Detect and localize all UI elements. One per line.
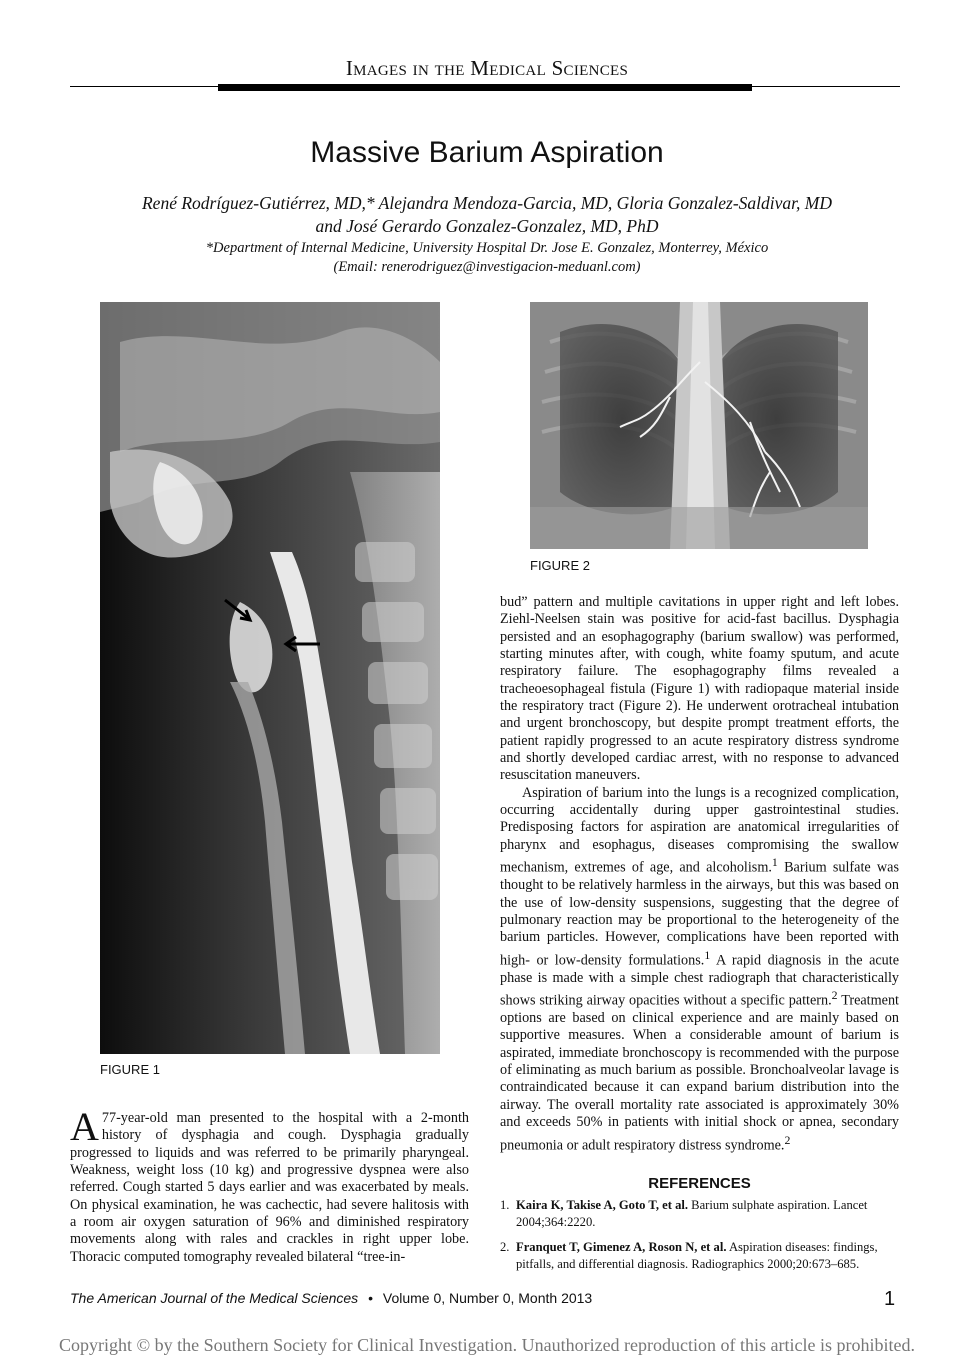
references-heading: REFERENCES: [648, 1175, 751, 1192]
citation-1b: 1: [704, 947, 711, 962]
citation-2: 2: [831, 988, 838, 1003]
case-description-left: [70, 1104, 469, 1266]
citation-2b: 2: [784, 1132, 791, 1147]
journal-name: The American Journal of the Medical Sciences: [70, 1290, 359, 1306]
affiliation: [60, 239, 914, 277]
page-number: 1: [884, 1288, 896, 1310]
reference-item: 2. Franquet T, Gimenez A, Roson N, et al. Aspiration diseases: findings, pitfalls, and differential diagnosis. Radiographics 2000;20:673–685.: [500, 1240, 878, 1271]
journal-footer: [70, 1290, 592, 1306]
case-text-left: 77-year-old man presented to the hospital with a 2-month history of dysphagia and cough. Dysphagia gradually progressed to liquids and was referred to be primarily pharyngeal. Weakness, weight loss (10 kg) and progressive dyspnea were also referred. Cough started 5 days earlier and was exacerbated by meals. On physical examination, he was cachectic, had severe halitosis with a room air oxygen saturation of 96% and diminished respiratory movements along with rales and crackles in right upper lobe. Thoracic computed tomography revealed bilateral “tree-in-: [70, 1110, 469, 1265]
article-title: Massive Barium Aspiration: [310, 136, 664, 169]
xray-neck-image: [100, 302, 440, 1054]
citation-1: 1: [771, 855, 778, 870]
contact-email: (Email: renerodriguez@investigacion-meduanl.com): [333, 259, 641, 275]
reference-item: 1. Kaira K, Takise A, Goto T, et al. Barium sulphate aspiration. Lancet 2004;364:2220.: [500, 1198, 868, 1229]
case-text-right-p1: bud” pattern and multiple cavitations in upper right and left lobes. Ziehl-Neelsen stain was positive for acid-fast bacillus. Dysphagia persisted and an esophagography (barium swallow) was performed, starting minutes after, with cough, white foamy sputum, and acute respiratory failure. The esophagography films revealed a tracheoesophageal fistula (Figure 1) with radiopaque material inside the respiratory tract (Figure 2). He underwent orotracheal intubation and urgent bronchoscopy, but despite prompt treatment efforts, the patient rapidly progressed to an acute respiratory distress syndrome and shortly developed cardiac arrest, with no response to advanced resuscitation maneuvers.: [500, 594, 899, 784]
reference-list: [500, 1197, 899, 1281]
section-heading: Images in the Medical Sciences: [345, 56, 629, 80]
figure-2-radiograph: [530, 302, 868, 549]
figure-2-caption: FIGURE 2: [530, 558, 590, 573]
copyright-notice: Copyright © by the Southern Society for Clinical Investigation. Unauthorized reproduction of this article is prohibited.: [58, 1335, 915, 1355]
volume-info: Volume 0, Number 0, Month 2013: [382, 1290, 593, 1306]
affiliation-text: *Department of Internal Medicine, University Hospital Dr. Jose E. Gonzalez, Monterrey, México: [205, 240, 769, 256]
footer-bullet: •: [368, 1290, 373, 1306]
figure-1-caption: FIGURE 1: [100, 1062, 160, 1077]
authors-line-1: René Rodríguez-Gutiérrez, MD,* Alejandra Mendoza-Garcia, MD, Gloria Gonzalez-Saldivar, MD: [141, 193, 833, 213]
authors-line-2: and José Gerardo Gonzalez-Gonzalez, MD, PhD: [315, 216, 659, 236]
discussion-paragraph: Aspiration of barium into the lungs is a recognized complication, occurring accidentally during upper gastrointestinal studies. Predisposing factors for aspiration are anatomical irregularities of pharynx and esophagus, diseases compromising the swallow mechanism, extremes of age, and alcoholism.$^1$ Barium sulfate was thought to be relatively harmless in the airways, but this was based on the use of low-density suspensions, suggesting that the degree of pulmonary reaction may be proportional to the heterogeneity of the barium particles. However, complications have been reported with high- or low-density formulations.$^1$ A rapid diagnosis in the acute phase is made with a simple chest radiograph that characteristically shows striking airway opacities without a specific pattern.$^2$ Treatment options are based on clinical experience and are mainly based on supportive measures. When a considerable amount of barium is aspirated, immediate bronchoscopy is recommended with the purpose of eliminating as much barium as possible. Bronchoalveolar lavage is contraindicated because it can expand barium distribution into the airway. The overall mortality rate associated is approximately 30% and exceeds 50% in patients with initial shock or apnea, secondary pneumonia or adult respiratory distress syndrome.$^2$: [500, 784, 900, 1154]
header-rule-thick: [218, 84, 752, 91]
xray-chest-image: [530, 302, 868, 549]
drop-cap: A: [70, 1104, 99, 1149]
figure-1-radiograph: [100, 302, 440, 1054]
author-list: [60, 192, 914, 238]
case-description-right: [500, 594, 899, 1155]
